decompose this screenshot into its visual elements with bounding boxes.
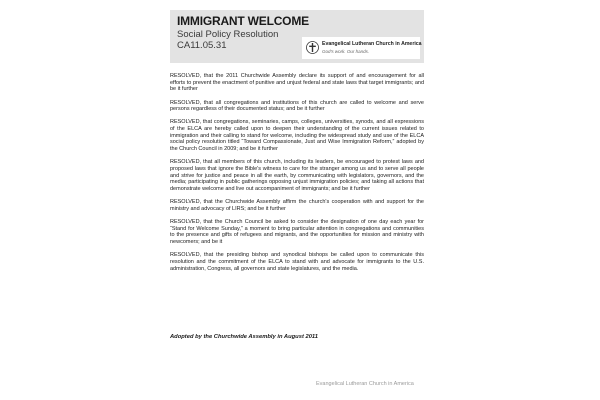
page-subtitle: Social Policy Resolution: [177, 29, 279, 40]
resolution-paragraph: RESOLVED, that all members of this church, including its leaders, be encouraged to protest laws and proposed laws that ignore the Bible's witness to care for the stranger among us and to serve all people and strive for justice and peace in all the earth, by communicating with legislators, governors, and the media; participating in public gatherings opposing unjust immigration policies; and taking all actions that demonstrate welcome and live out accompaniment of immigrants; and be it further: [170, 159, 424, 193]
adoption-note: Adopted by the Churchwide Assembly in August 2011: [170, 334, 318, 340]
logo-tagline: God's work. Our hands.: [322, 49, 370, 54]
logo-name: Evangelical Lutheran Church in America: [322, 41, 422, 47]
header-banner: [170, 10, 424, 63]
elca-logo: [302, 37, 420, 59]
resolution-paragraph: RESOLVED, that congregations, seminaries, camps, colleges, universities, synods, and all expressions of the ELCA are hereby called upon to deepen their understanding of the current issues related to immigration and their calling to stand for welcome, including the widespread study and use of the ELCA social policy resolution titled “Toward Compassionate, Just and Wise Immigration Reform,” adopted by the Church Council in 2009; and be it further: [170, 119, 424, 153]
resolution-paragraph: RESOLVED, that all congregations and institutions of this church are called to welcome and serve persons regardless of their documented status; and be it further: [170, 99, 424, 113]
resolution-paragraph: RESOLVED, that the presiding bishop and synodical bishops be called upon to communicate this resolution and the commitment of the ELCA to stand with and advocate for immigrants to the U.S. administration, Congress, all governors and state legislatures, and the media.: [170, 252, 424, 272]
resolution-code: CA11.05.31: [177, 40, 227, 51]
cross-logo-icon: [306, 41, 319, 54]
resolution-paragraph: RESOLVED, that the Churchwide Assembly affirm the church's cooperation with and support for the ministry and advocacy of LIRS; and be it further: [170, 199, 424, 212]
page-title: IMMIGRANT WELCOME: [177, 14, 309, 28]
resolution-paragraph: RESOLVED, that the 2011 Churchwide Assembly declare its support of and encouragement for all efforts to prevent the enactment of punitive and unjust federal and state laws that target immigrants; and be it further: [170, 73, 424, 93]
resolution-paragraph: RESOLVED, that the Church Council be asked to consider the designation of one day each year for “Stand for Welcome Sunday,” a moment to bring particular attention in congregations and communities to the presence and gifts of refugees and migrants, and the opportunities for mission and ministry with newcomers; and be it: [170, 218, 424, 246]
resolution-body: [170, 73, 424, 279]
footer-text: Evangelical Lutheran Church in America: [316, 381, 414, 387]
